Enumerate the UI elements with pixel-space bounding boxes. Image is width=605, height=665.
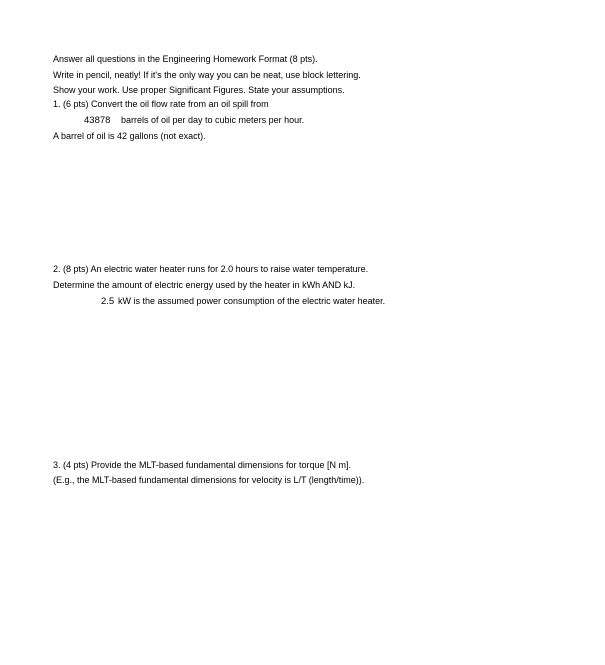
question-1-note: A barrel of oil is 42 gallons (not exact). — [53, 131, 206, 141]
question-2-value: 2.5 — [101, 296, 115, 307]
question-1-prompt: 1. (6 pts) Convert the oil flow rate from an oil spill from — [53, 99, 269, 109]
instructions-line-2: Write in pencil, neatly! If it's the only way you can be neat, use block lettering. — [53, 70, 361, 80]
question-2-task: Determine the amount of electric energy used by the heater in kWh AND kJ. — [53, 280, 356, 290]
question-2-prompt: 2. (8 pts) An electric water heater runs for 2.0 hours to raise water temperature. — [53, 264, 369, 274]
question-3-prompt: 3. (4 pts) Provide the MLT-based fundamental dimensions for torque [N m]. — [53, 460, 351, 470]
question-2-note: kW is the assumed power consumption of the electric water heater. — [118, 296, 386, 306]
instructions-line-3: Show your work. Use proper Significant Figures. State your assumptions. — [53, 85, 345, 95]
instructions-line-1: Answer all questions in the Engineering Homework Format (8 pts). — [53, 54, 318, 64]
question-1-units: barrels of oil per day to cubic meters per hour. — [121, 115, 305, 125]
question-3-example: (E.g., the MLT-based fundamental dimensions for velocity is L/T (length/time)). — [53, 475, 365, 485]
question-1-value: 43878 — [84, 115, 111, 126]
